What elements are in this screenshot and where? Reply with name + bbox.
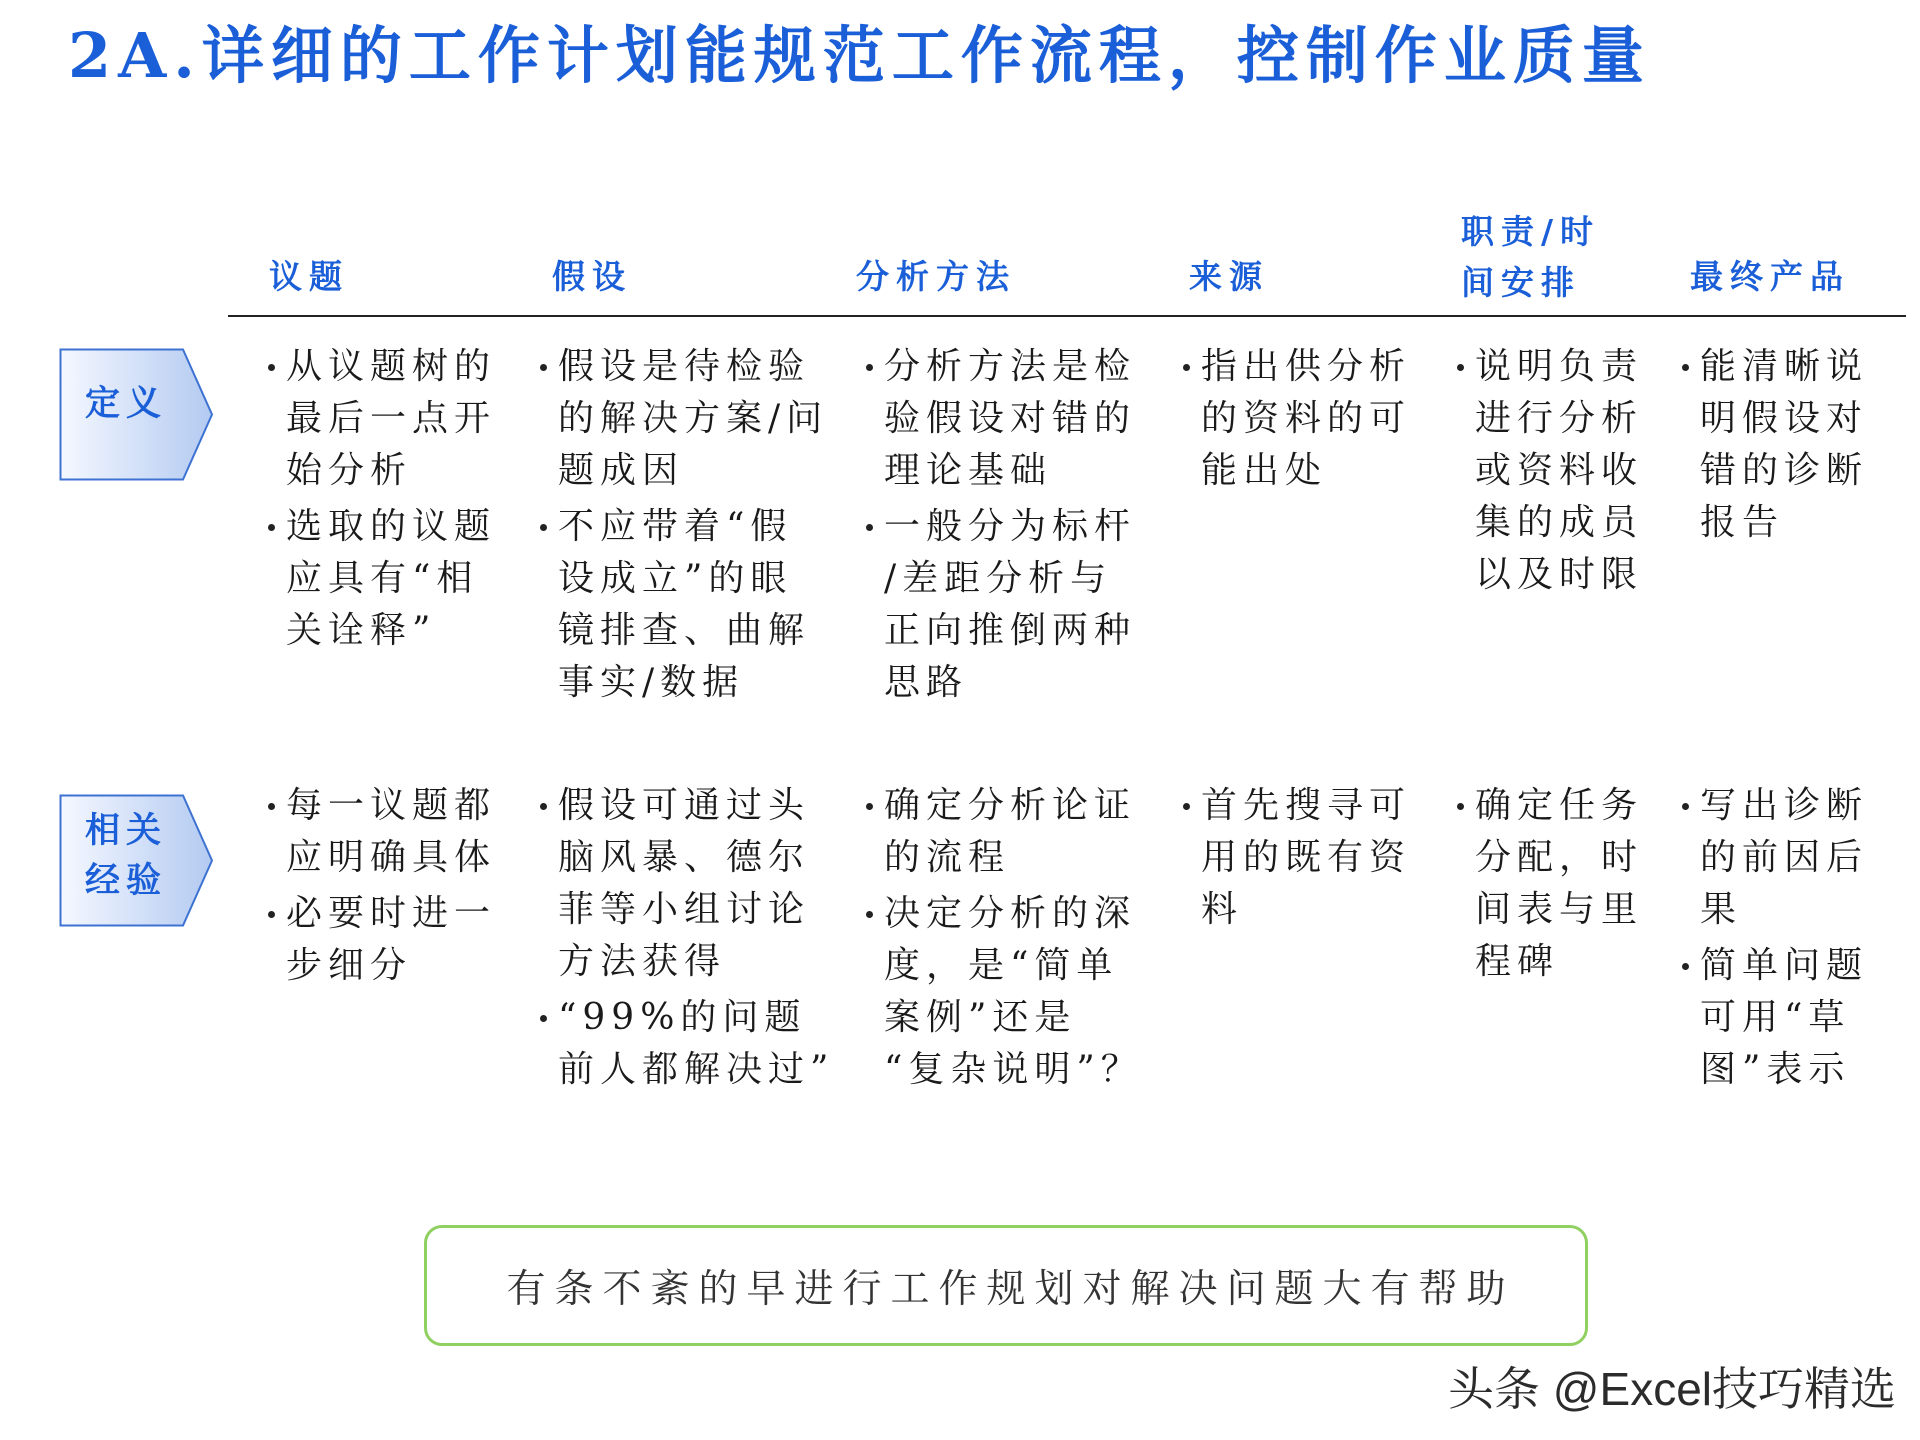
- column-header-line: 假设: [552, 257, 632, 296]
- bullet-line: 进行分析: [1475, 398, 1644, 439]
- bullet-item: [1457, 341, 1643, 601]
- column-header-responsibility-timeline: [1461, 206, 1600, 308]
- cell-definition-hypothesis: [540, 341, 828, 709]
- bullet-line: 应具有“相: [286, 558, 479, 599]
- bullet-line: 确定分析论证: [884, 785, 1137, 826]
- column-header-line: 来源: [1189, 257, 1269, 296]
- bullet-line: 首先搜寻可: [1201, 785, 1412, 826]
- bullet-item: [866, 501, 1136, 709]
- column-header-line: 最终产品: [1690, 257, 1850, 296]
- bullet-line: 脑风暴、德尔: [558, 837, 811, 878]
- bullet-line: 可用“草: [1700, 997, 1851, 1038]
- cell-experience-responsibility-timeline: [1457, 780, 1643, 988]
- cell-definition-analysis-method: [866, 341, 1136, 709]
- bullet-line: 的流程: [884, 837, 1011, 878]
- bullet-line: 事实/数据: [558, 662, 745, 703]
- column-header-issue: [269, 252, 349, 302]
- bullet-item: [1682, 780, 1868, 936]
- bullet-line: 以及时限: [1475, 554, 1644, 595]
- cell-definition-responsibility-timeline: [1457, 341, 1643, 601]
- bullet-line: 确定任务: [1475, 785, 1644, 826]
- bullet-line: 每一议题都: [286, 785, 497, 826]
- bullet-line: 的资料的可: [1201, 398, 1412, 439]
- bullet-line: 方法获得: [558, 941, 727, 982]
- cell-experience-analysis-method: [866, 780, 1143, 1096]
- bullet-line: 报告: [1700, 502, 1785, 543]
- bullet-line: “99%的问题: [558, 997, 807, 1038]
- row-label-text: [59, 348, 187, 481]
- bullet-line: 能出处: [1201, 450, 1328, 491]
- bullet-line: 从议题树的: [286, 346, 497, 387]
- bullet-line: 前人都解决过”: [558, 1049, 835, 1090]
- bullet-line: 理论基础: [884, 450, 1053, 491]
- bullet-item: [540, 501, 828, 709]
- bullet-line: 简单问题: [1700, 945, 1869, 986]
- bullet-line: 应明确具体: [286, 837, 497, 878]
- bullet-line: 镜排查、曲解: [558, 610, 811, 651]
- column-header-analysis-method: [856, 252, 1016, 302]
- row-label-text: [59, 794, 187, 927]
- bullet-line: /差距分析与: [884, 558, 1113, 599]
- column-header-line: 议题: [269, 257, 349, 296]
- bullet-line: 图”表示: [1700, 1049, 1851, 1090]
- bullet-line: 集的成员: [1475, 502, 1644, 543]
- bullet-line: 分析方法是检: [884, 346, 1137, 387]
- bullet-item: [1183, 341, 1411, 497]
- bullet-line: 分配，时: [1475, 837, 1644, 878]
- cell-experience-hypothesis: [540, 780, 834, 1096]
- cell-definition-source: [1183, 341, 1411, 497]
- cell-definition-issue: [268, 341, 496, 657]
- summary-box: [424, 1225, 1588, 1346]
- bullet-line: 菲等小组讨论: [558, 889, 811, 930]
- bullet-item: [268, 501, 496, 657]
- bullet-item: [1682, 341, 1868, 549]
- bullet-line: 明假设对: [1700, 398, 1869, 439]
- bullet-item: [1183, 780, 1411, 936]
- bullet-line: 设成立”的眼: [558, 558, 793, 599]
- bullet-item: [540, 992, 834, 1096]
- bullet-line: 步细分: [286, 945, 413, 986]
- bullet-line: 不应带着“假: [558, 506, 793, 547]
- column-header-line: 分析方法: [856, 257, 1016, 296]
- column-header-line: 职责/时: [1461, 212, 1601, 251]
- row-label-definition: [59, 348, 215, 481]
- cell-experience-issue: [268, 780, 496, 992]
- slide-title: 2A.详细的工作计划能规范工作流程，控制作业质量: [68, 19, 1651, 92]
- bullet-item: [1682, 940, 1868, 1096]
- cell-experience-final-product: [1682, 780, 1868, 1096]
- row-label-related-experience: [59, 794, 215, 927]
- cell-experience-source: [1183, 780, 1411, 936]
- bullet-line: 假设可通过头: [558, 785, 811, 826]
- bullet-line: “复杂说明”？: [884, 1049, 1143, 1090]
- bullet-line: 题成因: [558, 450, 685, 491]
- bullet-line: 的前因后: [1700, 837, 1869, 878]
- bullet-line: 度，是“简单: [884, 945, 1119, 986]
- row-label-line: 经验: [84, 859, 167, 901]
- bullet-line: 最后一点开: [286, 398, 497, 439]
- bullet-line: 的解决方案/问: [558, 398, 829, 439]
- column-header-source: [1189, 252, 1269, 302]
- bullet-item: [540, 780, 834, 988]
- bullet-line: 写出诊断: [1700, 785, 1869, 826]
- bullet-line: 思路: [884, 662, 969, 703]
- cell-definition-final-product: [1682, 341, 1868, 549]
- bullet-line: 用的既有资: [1201, 837, 1412, 878]
- bullet-line: 案例”还是: [884, 997, 1077, 1038]
- bullet-line: 一般分为标杆: [884, 506, 1137, 547]
- bullet-item: [268, 888, 496, 992]
- bullet-line: 正向推倒两种: [884, 610, 1137, 651]
- bullet-line: 必要时进一: [286, 893, 497, 934]
- bullet-line: 关诠释”: [286, 610, 437, 651]
- bullet-line: 料: [1201, 889, 1244, 930]
- bullet-line: 决定分析的深: [884, 893, 1137, 934]
- bullet-item: [866, 341, 1136, 497]
- bullet-line: 程碑: [1475, 941, 1560, 982]
- watermark: 头条 @Excel技巧精选: [1448, 1363, 1896, 1415]
- bullet-line: 指出供分析: [1201, 346, 1412, 387]
- bullet-item: [1457, 780, 1643, 988]
- column-header-line: 间安排: [1461, 263, 1581, 302]
- bullet-line: 果: [1700, 889, 1743, 930]
- bullet-line: 选取的议题: [286, 506, 497, 547]
- bullet-item: [540, 341, 828, 497]
- column-header-hypothesis: [552, 252, 632, 302]
- bullet-line: 间表与里: [1475, 889, 1644, 930]
- row-label-line: 相关: [84, 809, 167, 851]
- header-divider: [228, 315, 1906, 317]
- bullet-line: 说明负责: [1475, 346, 1644, 387]
- bullet-line: 假设是待检验: [558, 346, 811, 387]
- bullet-item: [268, 341, 496, 497]
- bullet-item: [268, 780, 496, 884]
- bullet-line: 错的诊断: [1700, 450, 1869, 491]
- bullet-item: [866, 780, 1143, 884]
- bullet-line: 始分析: [286, 450, 413, 491]
- bullet-line: 能清晰说: [1700, 346, 1869, 387]
- row-label-line: 定义: [84, 382, 167, 424]
- column-header-final-product: [1690, 252, 1850, 302]
- bullet-line: 或资料收: [1475, 450, 1644, 491]
- bullet-line: 验假设对错的: [884, 398, 1137, 439]
- summary-text: 有条不紊的早进行工作规划对解决问题大有帮助: [506, 1266, 1515, 1312]
- bullet-item: [866, 888, 1143, 1096]
